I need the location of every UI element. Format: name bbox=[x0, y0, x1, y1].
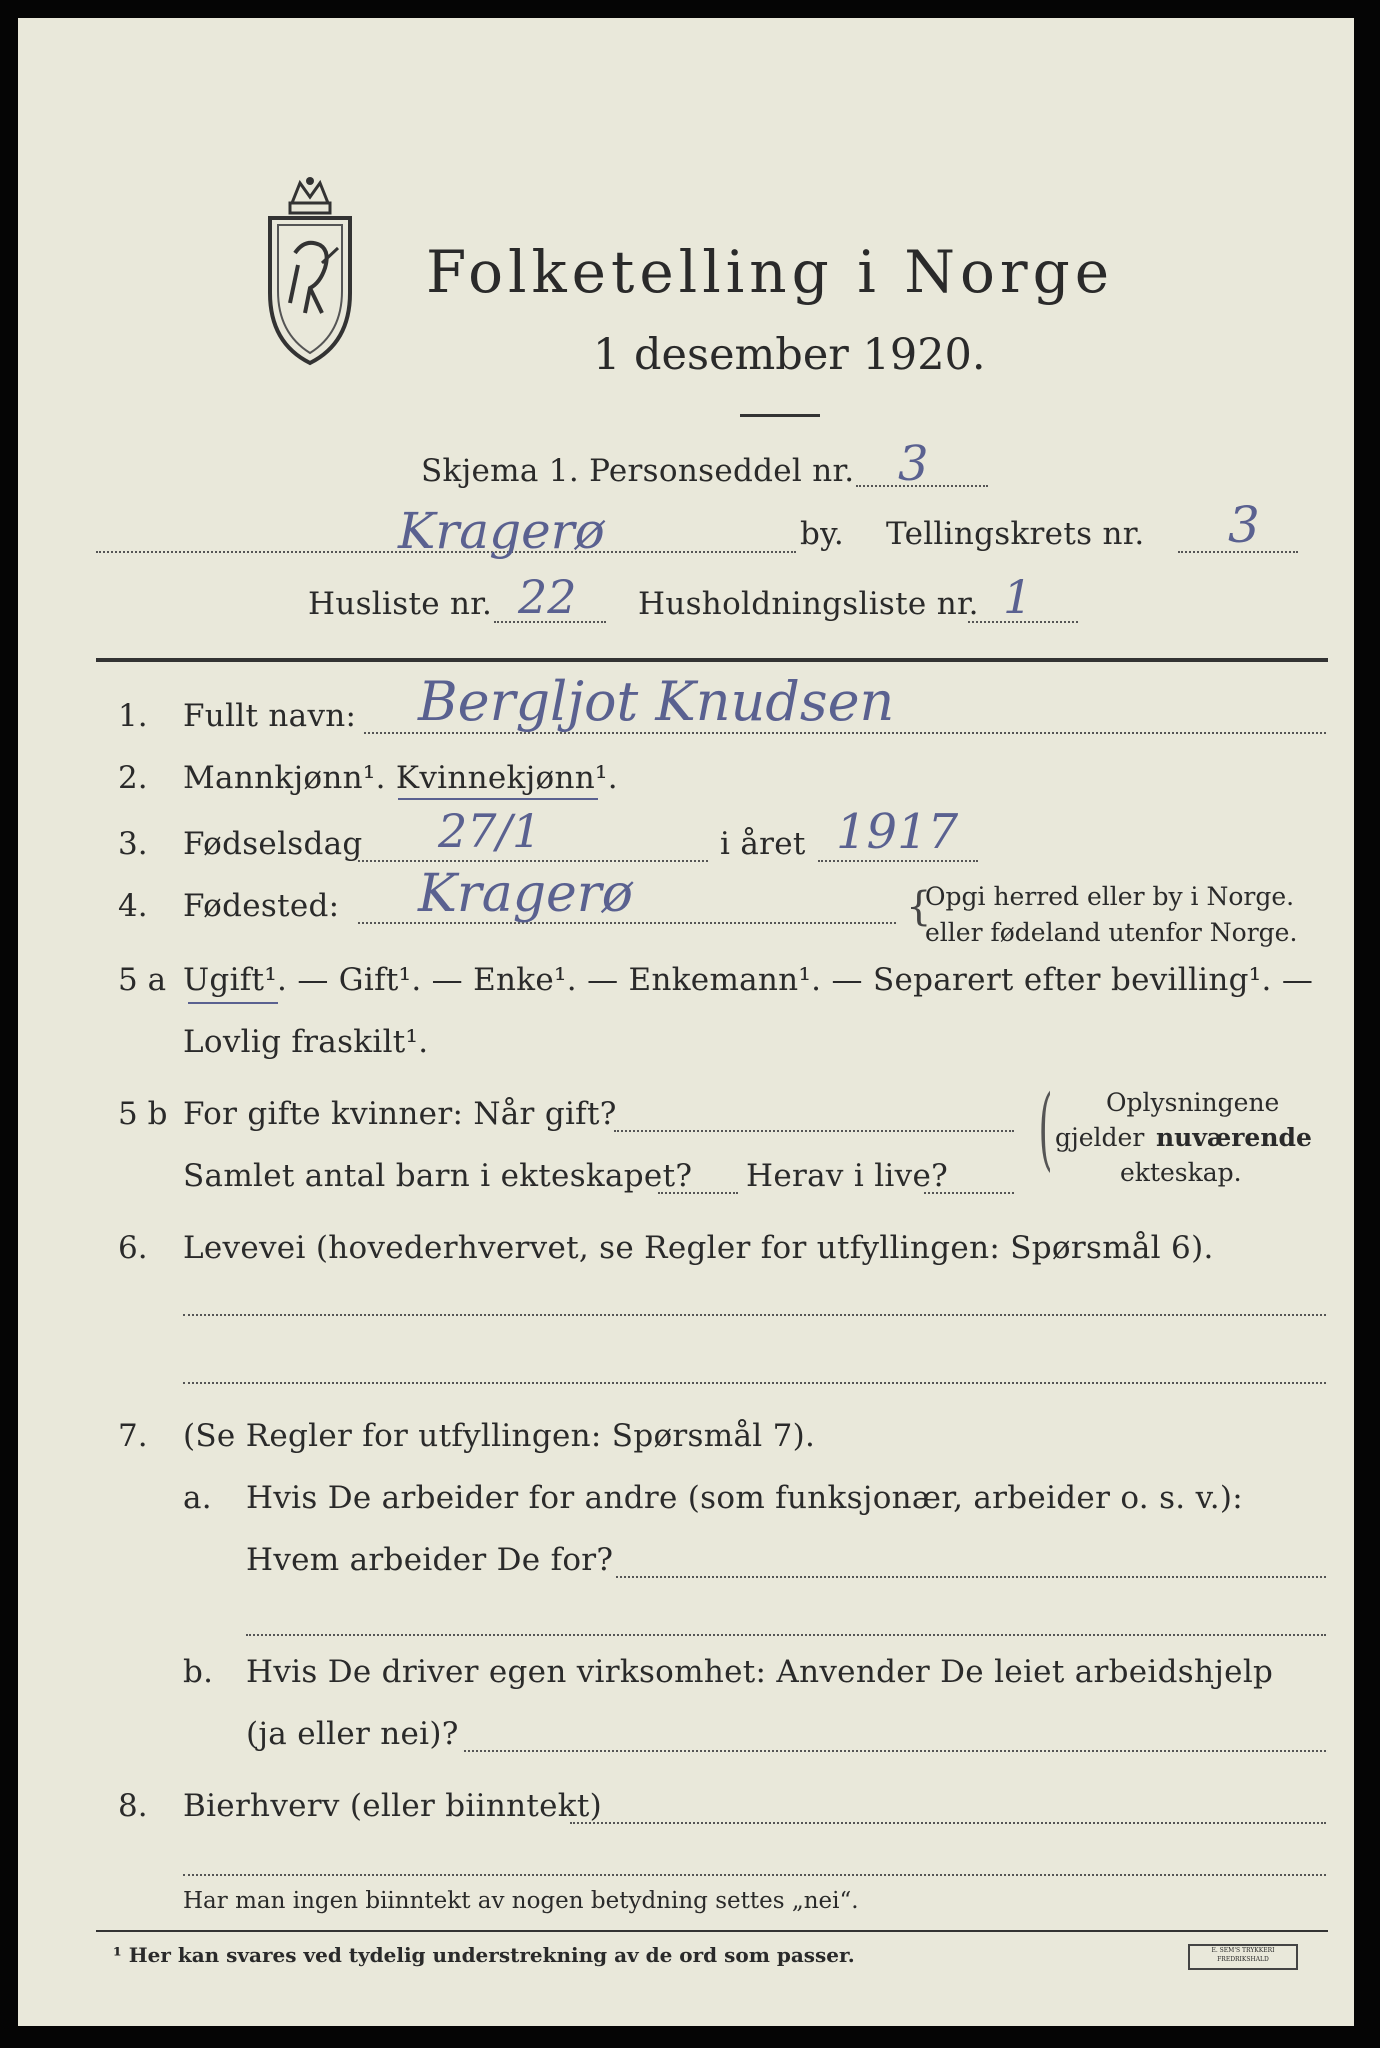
q4-brace: { bbox=[906, 884, 932, 930]
q8-line-2[interactable] bbox=[183, 1874, 1326, 1876]
q4-note-1: Opgi herred eller by i Norge. bbox=[925, 882, 1295, 911]
q4-number: 4. bbox=[118, 888, 148, 924]
footnote: ¹ Her kan svares ved tydelig understrekning av de ord som passer. bbox=[113, 1943, 855, 1967]
q1-number: 1. bbox=[118, 698, 148, 734]
tellingskrets-value[interactable]: 3 bbox=[1228, 496, 1260, 554]
q5b-married-line[interactable] bbox=[614, 1130, 1014, 1132]
q7-label: (Se Regler for utfyllingen: Spørsmål 7). bbox=[183, 1418, 816, 1454]
q7a-number: a. bbox=[183, 1480, 212, 1516]
q6-line-1[interactable] bbox=[183, 1314, 1326, 1316]
q5b-alive-line[interactable] bbox=[924, 1192, 1014, 1194]
q8-line-1[interactable] bbox=[570, 1822, 1326, 1824]
form-title: Folketelling i Norge bbox=[426, 238, 1115, 306]
q5b-label: For gifte kvinner: Når gift? bbox=[183, 1096, 617, 1132]
by-label: by. bbox=[800, 516, 844, 552]
q6-label: Levevei (hovederhvervet, se Regler for utfyllingen: Spørsmål 6). bbox=[183, 1230, 1214, 1266]
by-value[interactable]: Kragerø bbox=[398, 502, 605, 560]
q5b-note-2: gjelder bbox=[1055, 1123, 1145, 1152]
skjema-label: Skjema 1. Personseddel nr. bbox=[421, 453, 855, 489]
q3-value[interactable]: 27/1 bbox=[438, 804, 542, 858]
q7b-label-2: (ja eller nei)? bbox=[246, 1716, 459, 1752]
q3-year-value[interactable]: 1917 bbox=[836, 804, 959, 860]
q3-year-line bbox=[818, 860, 978, 862]
husliste-value[interactable]: 22 bbox=[518, 570, 577, 624]
q3-year-label: i året bbox=[720, 826, 806, 862]
q7b-line[interactable] bbox=[464, 1750, 1326, 1752]
printer-stamp: E. SEM'S TRYKKERI FREDRIKSHALD bbox=[1188, 1944, 1298, 1970]
q5b-children-line[interactable] bbox=[658, 1192, 738, 1194]
skjema-value[interactable]: 3 bbox=[898, 436, 929, 492]
q5b-label-2: Samlet antal barn i ekteskapet? bbox=[183, 1158, 693, 1194]
q3-label: Fødselsdag bbox=[183, 826, 363, 862]
census-form bbox=[18, 18, 1354, 2026]
q1-value[interactable]: Bergljot Knudsen bbox=[418, 670, 895, 733]
q8-label: Bierhverv (eller biinntekt) bbox=[183, 1788, 603, 1824]
q2-number: 2. bbox=[118, 760, 148, 796]
q6-line-2[interactable] bbox=[183, 1382, 1326, 1384]
q3-line bbox=[358, 860, 708, 862]
tellingskrets-label: Tellingskrets nr. bbox=[886, 516, 1145, 552]
q5b-note-3: ekteskap. bbox=[1120, 1158, 1242, 1187]
q7a-line-2[interactable] bbox=[246, 1634, 1326, 1636]
header-rule bbox=[96, 658, 1328, 662]
q2-label: Mannkjønn¹. Kvinnekjønn¹. bbox=[183, 760, 618, 796]
coat-of-arms-icon bbox=[250, 173, 370, 373]
husliste-label: Husliste nr. bbox=[308, 586, 493, 622]
q7b-label: Hvis De driver egen virksomhet: Anvender De leiet arbeidshjelp bbox=[246, 1654, 1274, 1690]
q4-label: Fødested: bbox=[183, 888, 340, 924]
q7a-line-1[interactable] bbox=[616, 1576, 1326, 1578]
q5a-label-2: Lovlig fraskilt¹. bbox=[183, 1024, 429, 1060]
q6-number: 6. bbox=[118, 1230, 148, 1266]
q8-note: Har man ingen biinntekt av nogen betydning settes „nei“. bbox=[183, 1888, 859, 1914]
q5a-number: 5 a bbox=[118, 962, 167, 998]
q7-number: 7. bbox=[118, 1418, 148, 1454]
q1-label: Fullt navn: bbox=[183, 698, 357, 734]
husholdning-label: Husholdningsliste nr. bbox=[638, 586, 979, 622]
q7b-number: b. bbox=[183, 1654, 214, 1690]
footer-rule bbox=[96, 1930, 1328, 1932]
q4-note-2: eller fødeland utenfor Norge. bbox=[925, 918, 1298, 947]
q5a-label: Ugift¹. — Gift¹. — Enke¹. — Enkemann¹. — Separert efter bevilling¹. — bbox=[183, 962, 1314, 998]
q2-underline bbox=[398, 798, 598, 800]
husholdning-value[interactable]: 1 bbox=[1003, 570, 1033, 624]
q7a-label-2: Hvem arbeider De for? bbox=[246, 1542, 614, 1578]
title-divider bbox=[740, 414, 820, 417]
q5b-label-3: Herav i live? bbox=[746, 1158, 949, 1194]
form-date: 1 desember 1920. bbox=[593, 330, 986, 380]
q3-number: 3. bbox=[118, 826, 148, 862]
q5b-number: 5 b bbox=[118, 1096, 168, 1132]
q5b-brace: ( bbox=[1038, 1076, 1053, 1181]
q5b-note-1: Oplysningene bbox=[1106, 1088, 1280, 1117]
q5b-note-2b: nuværende bbox=[1156, 1123, 1312, 1152]
q7a-label: Hvis De arbeider for andre (som funksjonær, arbeider o. s. v.): bbox=[246, 1480, 1244, 1516]
q4-value[interactable]: Kragerø bbox=[418, 864, 633, 924]
q8-number: 8. bbox=[118, 1788, 148, 1824]
q5a-underline bbox=[188, 1002, 278, 1004]
